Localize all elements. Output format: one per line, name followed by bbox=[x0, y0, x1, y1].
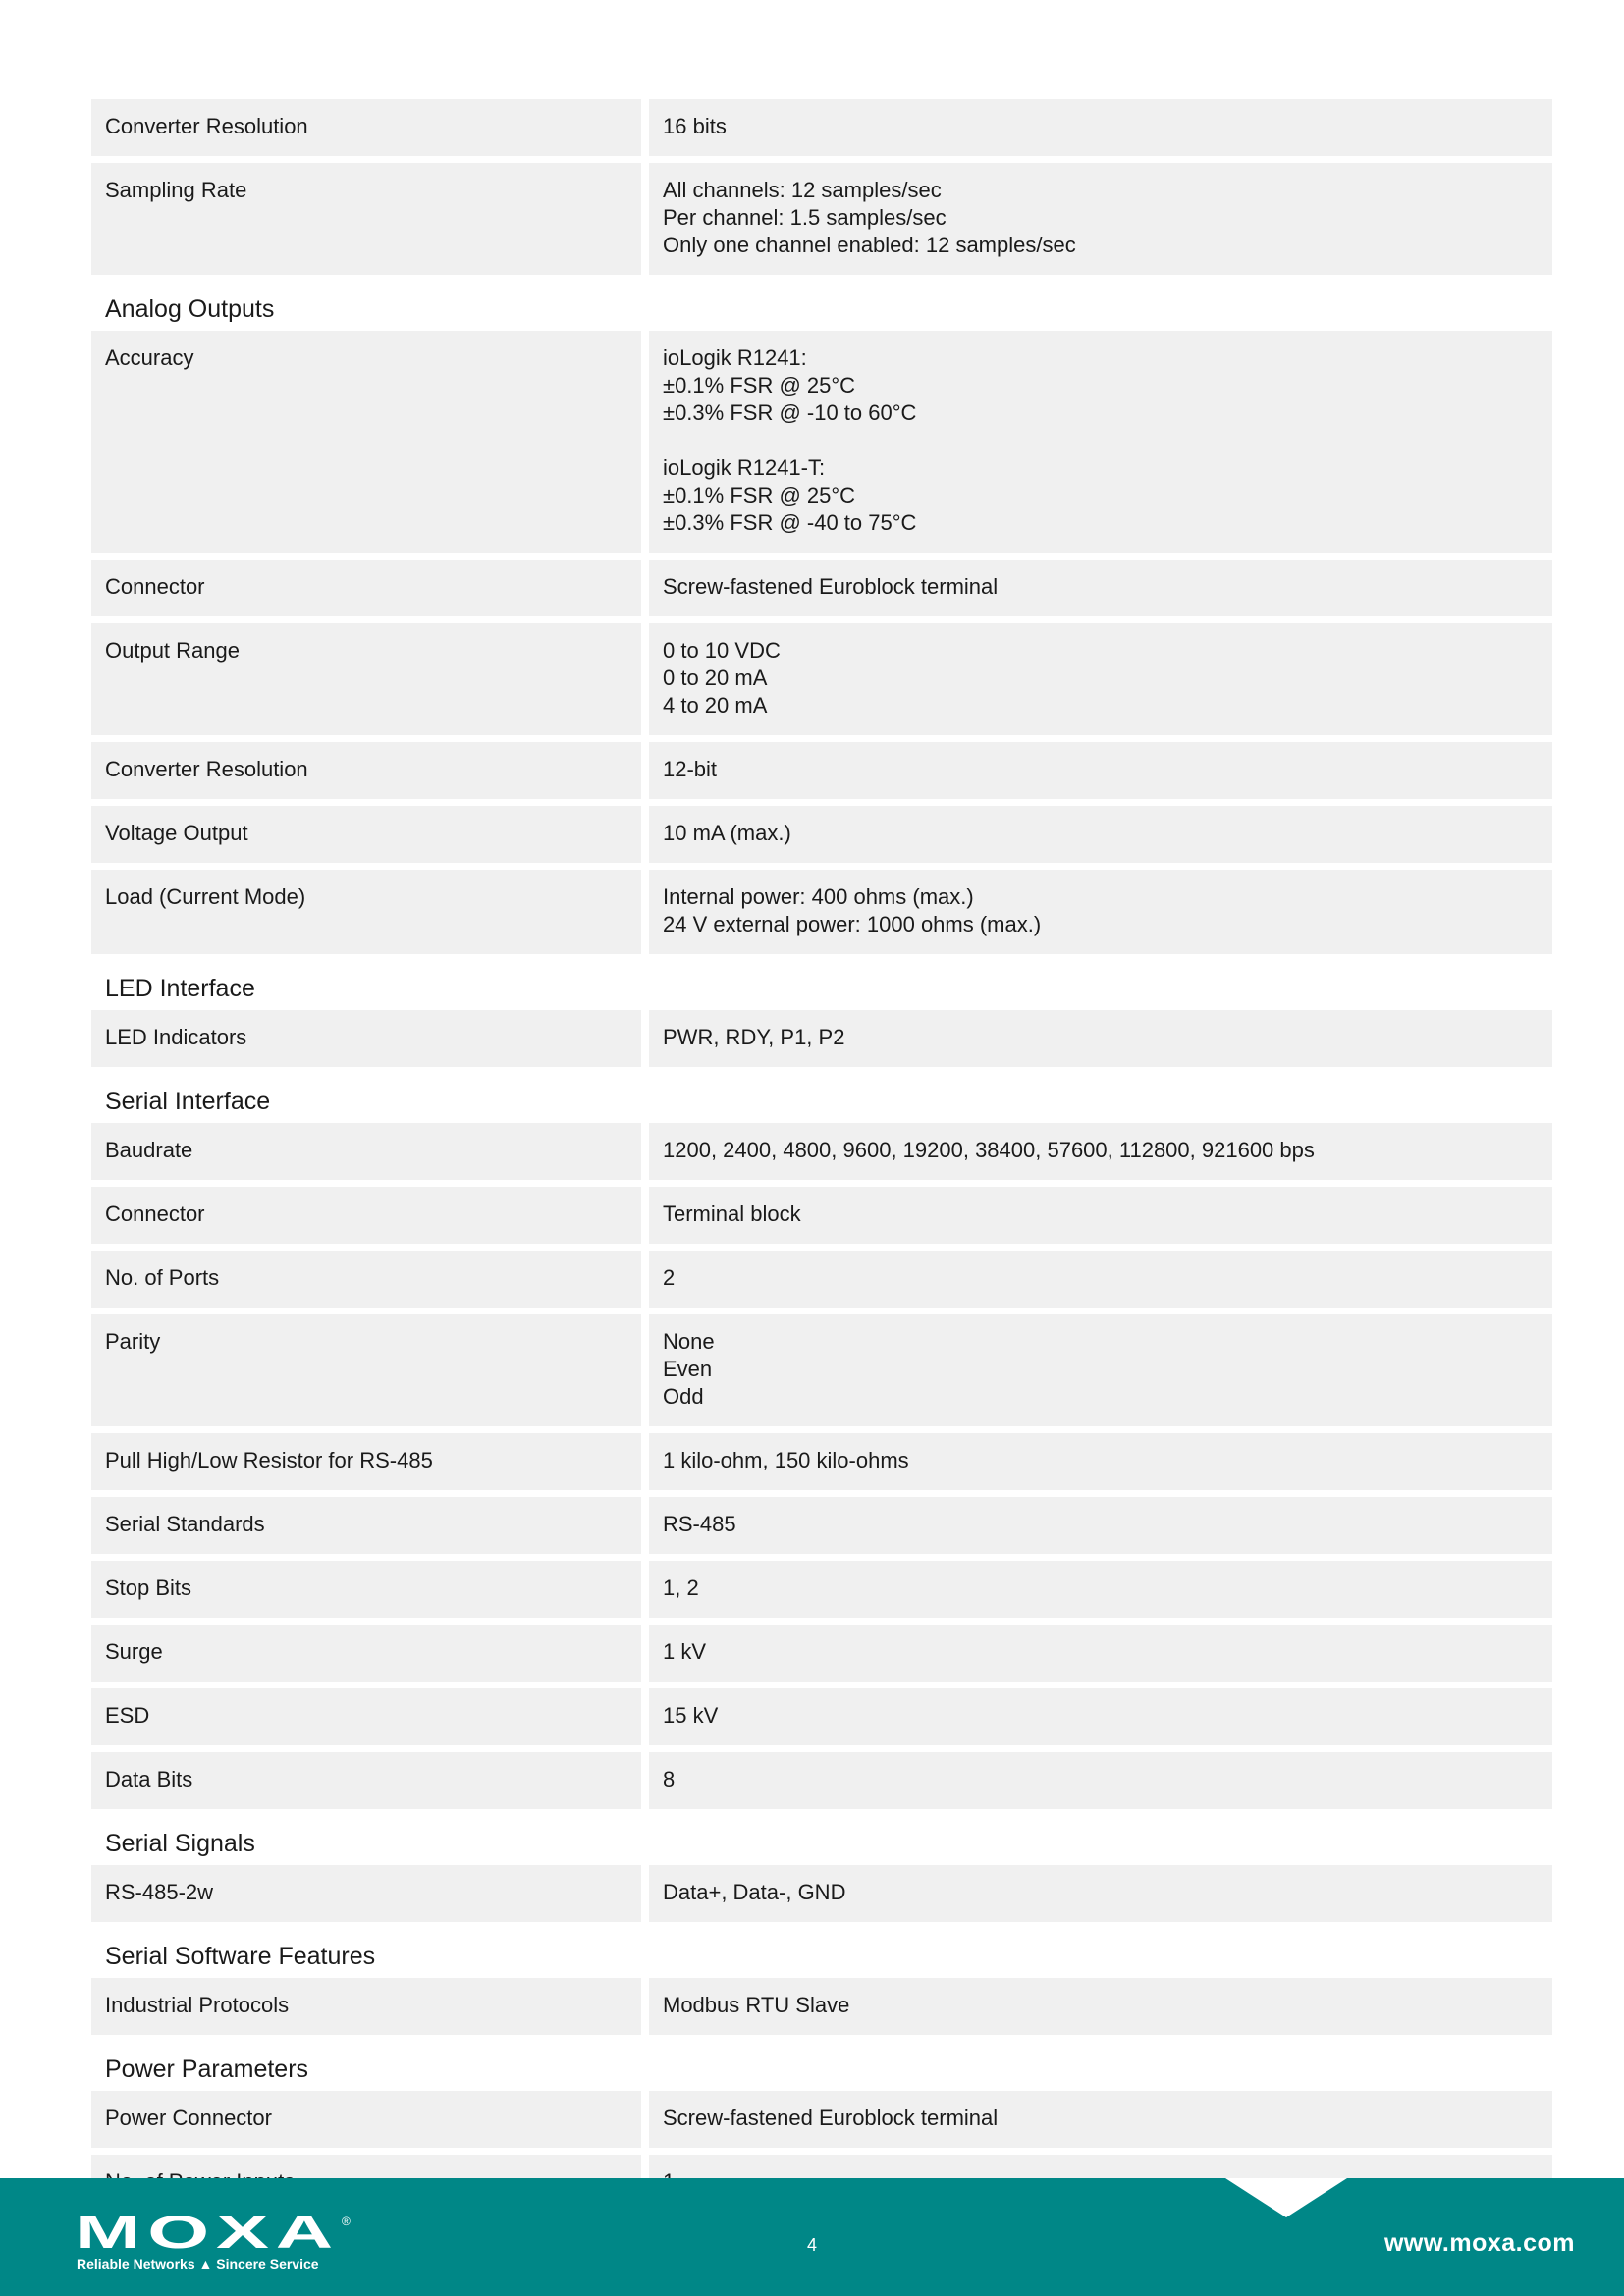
spec-label: ESD bbox=[91, 1688, 641, 1745]
triangle-icon: ▲ bbox=[198, 2256, 213, 2271]
spec-row bbox=[91, 1497, 1552, 1554]
spec-value: RS-485 bbox=[649, 1497, 1552, 1554]
spec-label: Converter Resolution bbox=[91, 742, 641, 799]
section-title: Serial Software Features bbox=[105, 1943, 376, 1970]
spec-label: Pull High/Low Resistor for RS-485 bbox=[91, 1433, 641, 1490]
spec-row bbox=[91, 1433, 1552, 1490]
spec-value: 0 to 10 VDC 0 to 20 mA 4 to 20 mA bbox=[649, 623, 1552, 735]
spec-value: PWR, RDY, P1, P2 bbox=[649, 1010, 1552, 1067]
spec-value: 1200, 2400, 4800, 9600, 19200, 38400, 57600, 112800, 921600 bps bbox=[649, 1123, 1552, 1180]
spec-row bbox=[91, 99, 1552, 156]
spec-label: Connector bbox=[91, 560, 641, 616]
spec-row bbox=[91, 1561, 1552, 1618]
spec-row bbox=[91, 742, 1552, 799]
spec-label: Industrial Protocols bbox=[91, 1978, 641, 2035]
spec-row bbox=[91, 1123, 1552, 1180]
spec-row bbox=[91, 1752, 1552, 1809]
spec-label: Connector bbox=[91, 1187, 641, 1244]
footer-notch bbox=[1225, 2178, 1347, 2217]
spec-label: Output Range bbox=[91, 623, 641, 735]
spec-value: All channels: 12 samples/sec Per channel: 1.5 samples/sec Only one channel enabled: 12 samples/sec bbox=[649, 163, 1552, 275]
spec-label: No. of Ports bbox=[91, 1251, 641, 1308]
spec-row bbox=[91, 1251, 1552, 1308]
spec-row bbox=[91, 1010, 1552, 1067]
registered-mark: ® bbox=[342, 2215, 351, 2228]
spec-label: Power Connector bbox=[91, 2091, 641, 2148]
spec-value: 1 kilo-ohm, 150 kilo-ohms bbox=[649, 1433, 1552, 1490]
spec-row bbox=[91, 1187, 1552, 1244]
spec-row bbox=[91, 560, 1552, 616]
spec-label: Parity bbox=[91, 1314, 641, 1426]
spec-value: 12-bit bbox=[649, 742, 1552, 799]
logo-tagline bbox=[77, 2256, 319, 2271]
spec-value: ioLogik R1241: ±0.1% FSR @ 25°C ±0.3% FSR @ -10 to 60°C ioLogik R1241-T: ±0.1% FSR @ 25°C ±0.3% FSR @ -40 to 75°C bbox=[649, 331, 1552, 553]
spec-value: Modbus RTU Slave bbox=[649, 1978, 1552, 2035]
spec-value: Terminal block bbox=[649, 1187, 1552, 1244]
spec-label: Sampling Rate bbox=[91, 163, 641, 275]
spec-row bbox=[91, 331, 1552, 553]
spec-label: Data Bits bbox=[91, 1752, 641, 1809]
spec-row bbox=[91, 2091, 1552, 2148]
spec-label: Load (Current Mode) bbox=[91, 870, 641, 954]
spec-value: Screw-fastened Euroblock terminal bbox=[649, 2091, 1552, 2148]
page-footer bbox=[0, 2178, 1624, 2296]
spec-row bbox=[91, 1314, 1552, 1426]
spec-row bbox=[91, 623, 1552, 735]
spec-row bbox=[91, 1978, 1552, 2035]
spec-value: 2 bbox=[649, 1251, 1552, 1308]
spec-value: 8 bbox=[649, 1752, 1552, 1809]
spec-value: None Even Odd bbox=[649, 1314, 1552, 1426]
section-title: LED Interface bbox=[105, 975, 255, 1002]
spec-value: 16 bits bbox=[649, 99, 1552, 156]
spec-label: Converter Resolution bbox=[91, 99, 641, 156]
spec-table bbox=[91, 99, 1552, 2218]
spec-label: Accuracy bbox=[91, 331, 641, 553]
page-number: 4 bbox=[806, 2235, 817, 2255]
spec-value: Internal power: 400 ohms (max.) 24 V external power: 1000 ohms (max.) bbox=[649, 870, 1552, 954]
spec-value: 10 mA (max.) bbox=[649, 806, 1552, 863]
spec-value: 1, 2 bbox=[649, 1561, 1552, 1618]
spec-row bbox=[91, 1625, 1552, 1682]
spec-value: 1 kV bbox=[649, 1625, 1552, 1682]
spec-row bbox=[91, 870, 1552, 954]
section-title: Serial Signals bbox=[105, 1830, 255, 1857]
spec-label: LED Indicators bbox=[91, 1010, 641, 1067]
spec-row bbox=[91, 163, 1552, 275]
section-title: Analog Outputs bbox=[105, 295, 275, 323]
spec-row bbox=[91, 806, 1552, 863]
tagline-right: Sincere Service bbox=[216, 2256, 319, 2271]
spec-label: Voltage Output bbox=[91, 806, 641, 863]
website-link[interactable]: www.moxa.com bbox=[1383, 2229, 1575, 2257]
section-title: Serial Interface bbox=[105, 1088, 271, 1115]
section-title: Power Parameters bbox=[105, 2056, 309, 2083]
spec-label: Stop Bits bbox=[91, 1561, 641, 1618]
spec-label: RS-485-2w bbox=[91, 1865, 641, 1922]
tagline-left: Reliable Networks bbox=[77, 2256, 195, 2271]
moxa-logo-text: MOXA bbox=[75, 2212, 340, 2251]
spec-label: Baudrate bbox=[91, 1123, 641, 1180]
spec-label: Serial Standards bbox=[91, 1497, 641, 1554]
spec-value: Data+, Data-, GND bbox=[649, 1865, 1552, 1922]
spec-value: Screw-fastened Euroblock terminal bbox=[649, 560, 1552, 616]
spec-row bbox=[91, 1865, 1552, 1922]
spec-row bbox=[91, 1688, 1552, 1745]
spec-value: 15 kV bbox=[649, 1688, 1552, 1745]
spec-label: Surge bbox=[91, 1625, 641, 1682]
